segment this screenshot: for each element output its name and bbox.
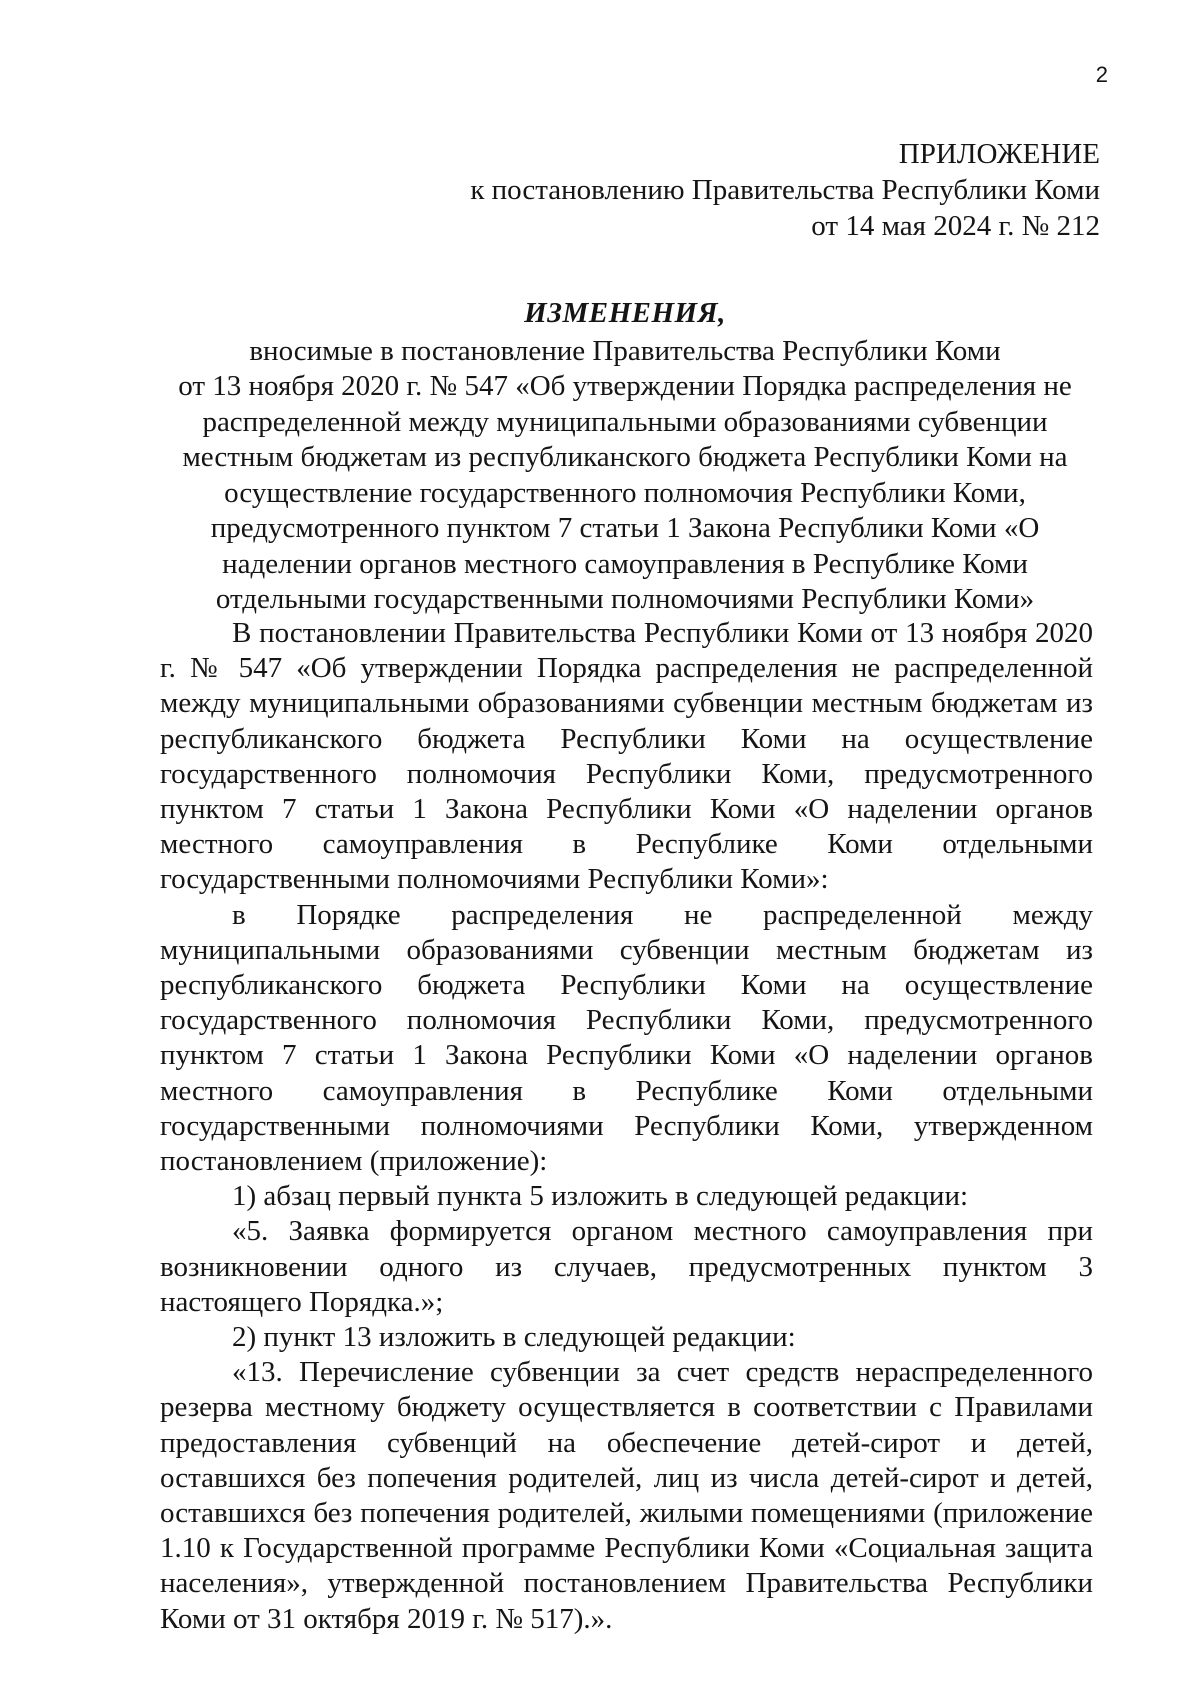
page-number: 2 — [1095, 62, 1108, 87]
title-subtitle — [160, 334, 1090, 618]
approval-label: ПРИЛОЖЕНИЕ — [898, 138, 1100, 170]
title-line: осуществление государственного полномочия Республики Коми, — [224, 476, 1026, 509]
title-line: отдельными государственными полномочиями Республики Коми» — [215, 583, 1035, 615]
title-line: распределенной между муниципальными образованиями субвенции — [202, 405, 1048, 438]
title-line: наделении органов местного самоуправления в Республике Коми — [222, 547, 1028, 580]
body-paragraph-item-13-text: «13. Перечисление субвенции за счет средств нераспределенного резерва местному бюджету осуществляется в соответствии с Правилами предоставления субвенций на обеспечение детей-сирот и детей, оставшихся без попечения родителей, лиц из числа детей-сирот и детей, оставшихся без попечения родителей, жилыми помещениями (приложение 1.10 к Государственной программе Республики Коми «Социальная защита населения», утвержденной постановлением Правительства Республики Коми от 31 октября 2019 г. № 517).». — [160, 1356, 1093, 1635]
body-paragraph-item-5-text: «5. Заявка формируется органом местного самоуправления при возникновении одного из случаев, предусмотренных пунктом 3 настоящего Порядка.»; — [160, 1215, 1093, 1318]
approval-date-number: от 14 мая 2024 г. № 212 — [811, 210, 1100, 242]
body-paragraph-item-1: 1) абзац первый пункта 5 изложить в следующей редакции: — [232, 1180, 969, 1213]
title-line: предусмотренного пунктом 7 статьи 1 Закона Республики Коми «О — [210, 512, 1040, 544]
title-heading: ИЗМЕНЕНИЯ, — [524, 297, 726, 329]
body-paragraph-order: в Порядке распределения не распределенной между муниципальными образованиями субвенции местным бюджетам из республиканского бюджета Республики Коми на осуществление государственного полномочия Республики Коми, предусмотренного пунктом 7 статьи 1 Закона Республики Коми «О наделении органов местного самоуправления в Республике Коми отдельными государственными полномочиями Республики Коми, утвержденном постановлением (приложение): — [160, 898, 1093, 1178]
title-line: местным бюджетам из республиканского бюджета Республики Коми на — [182, 441, 1068, 473]
approval-resolution: к постановлению Правительства Республики Коми — [470, 174, 1100, 206]
body-paragraph-item-2: 2) пункт 13 изложить в следующей редакции: — [232, 1321, 796, 1354]
body-paragraph-intro: В постановлении Правительства Республики Коми от 13 ноября 2020 г. № 547 «Об утверждении Порядка распределения не распределенной между муниципальными образованиями субвенции местным бюджетам из республиканского бюджета Республики Коми на осуществление государственного полномочия Республики Коми, предусмотренного пунктом 7 статьи 1 Закона Республики Коми «О наделении органов местного самоуправления в Республике Коми отдельными государственными полномочиями Республики Коми»: — [160, 617, 1093, 896]
title-line: от 13 ноября 2020 г. № 547 «Об утверждении Порядка распределения не — [178, 370, 1072, 402]
title-line: вносимые в постановление Правительства Республики Коми — [249, 334, 1001, 367]
approval-block — [470, 136, 1100, 244]
document-title — [160, 296, 1090, 618]
document-body — [160, 616, 1093, 1637]
